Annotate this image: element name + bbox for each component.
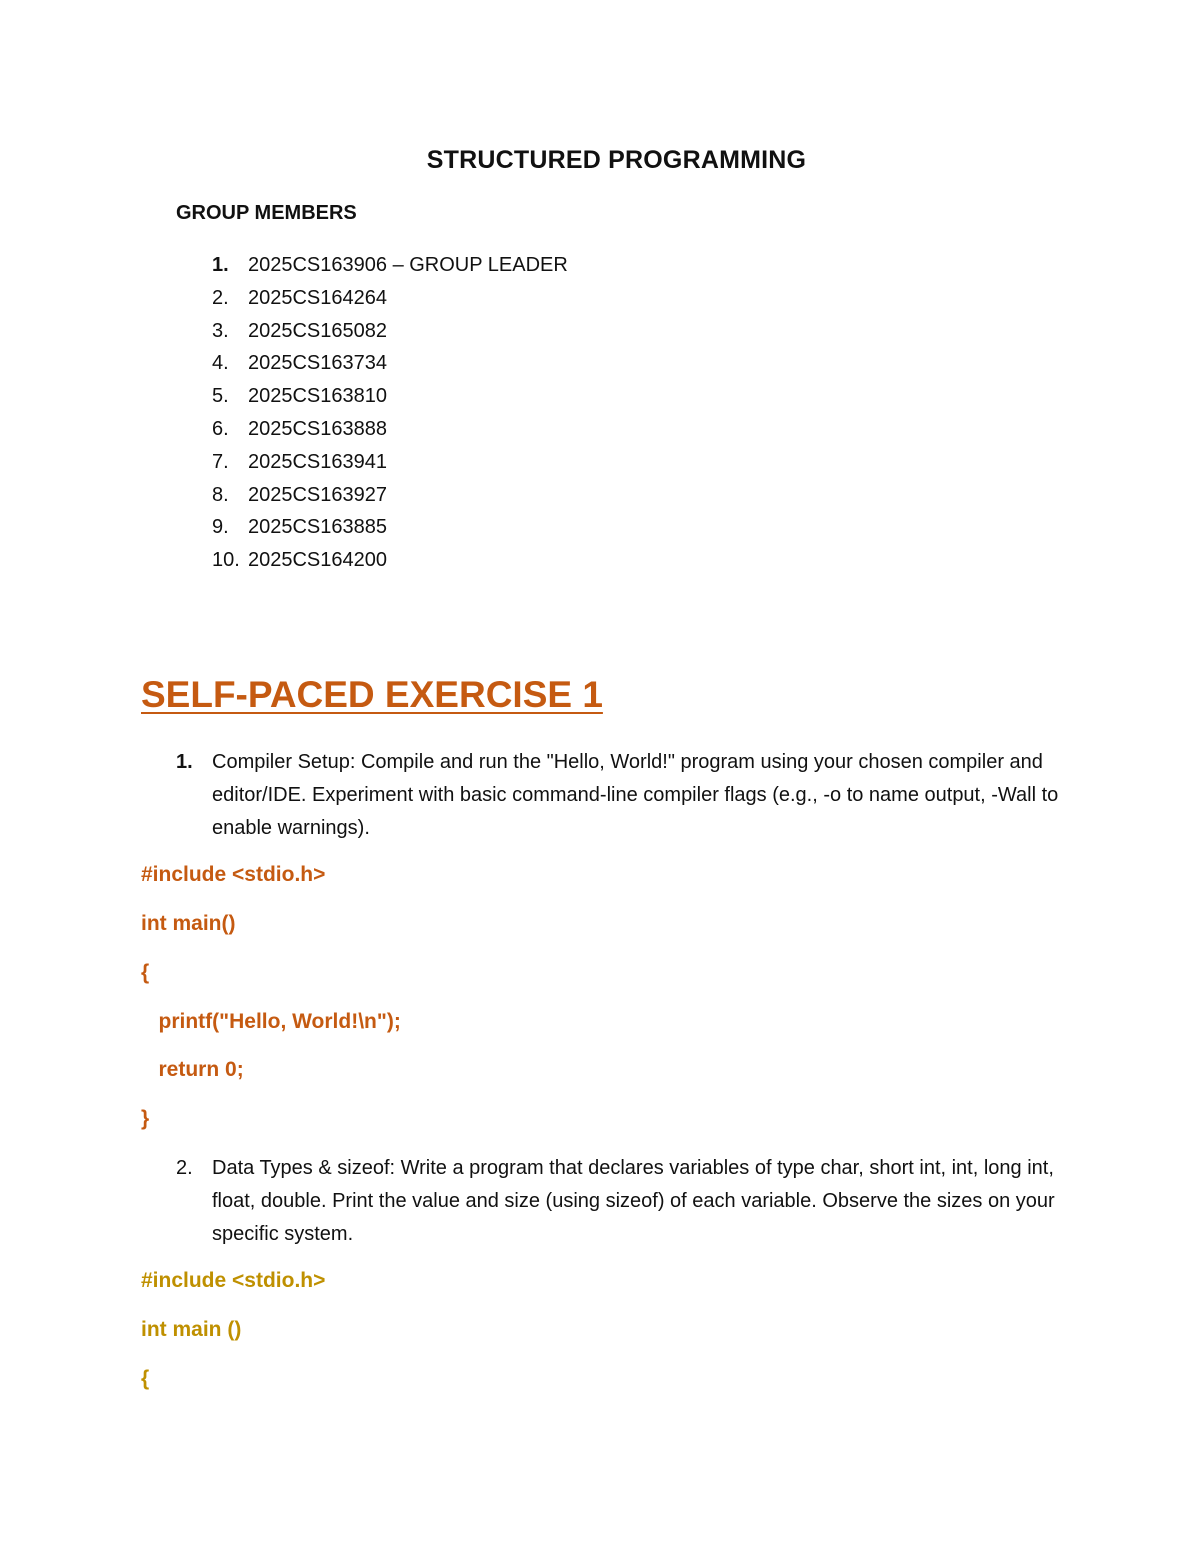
list-item-value: 2025CS163734 xyxy=(248,352,388,375)
code-line: return 0; xyxy=(141,1058,244,1081)
question-number: 2. xyxy=(176,1157,193,1179)
list-item-number: 3. xyxy=(212,319,229,342)
list-item-number: 10. xyxy=(212,549,240,572)
code-line: int main() xyxy=(141,912,236,935)
code-line: #include <stdio.h> xyxy=(141,863,326,886)
code-line: printf("Hello, World!\n"); xyxy=(141,1010,401,1033)
list-item-number: 7. xyxy=(212,450,229,473)
question-text: Data Types & sizeof: Write a program that declares variables of type char, short int, int, long int, float, double. Print the value and size (using sizeof) of each variable. Observe the sizes on your specific system. xyxy=(212,1157,1055,1245)
document-title: STRUCTURED PROGRAMMING xyxy=(426,146,807,174)
list-item-value: 2025CS163885 xyxy=(248,516,388,539)
list-item-value: 2025CS164200 xyxy=(248,549,388,572)
list-item-number: 1. xyxy=(212,254,229,276)
code-line: } xyxy=(141,1107,150,1130)
code-line: { xyxy=(141,961,150,984)
code-line: #include <stdio.h> xyxy=(141,1269,326,1292)
list-item-number: 4. xyxy=(212,352,229,375)
list-item-number: 6. xyxy=(212,417,229,440)
question-text: Compiler Setup: Compile and run the "Hello, World!" program using your chosen compiler and editor/IDE. Experiment with basic command-line compiler flags (e.g., -o to name output, -Wall to enable warnings). xyxy=(212,751,1059,839)
list-item-number: 5. xyxy=(212,385,229,408)
code-line: int main () xyxy=(141,1318,242,1341)
section-heading: SELF-PACED EXERCISE 1 xyxy=(141,674,603,715)
list-item-value: 2025CS163941 xyxy=(248,450,388,473)
question-number: 1. xyxy=(176,751,193,773)
list-item-number: 2. xyxy=(212,286,229,309)
list-item-value: 2025CS163906 – GROUP LEADER xyxy=(248,254,568,276)
list-item-value: 2025CS163888 xyxy=(248,417,388,440)
list-item-value: 2025CS163927 xyxy=(248,483,388,506)
list-item-value: 2025CS163810 xyxy=(248,385,388,408)
list-item-value: 2025CS165082 xyxy=(248,319,388,342)
code-line: { xyxy=(141,1367,150,1390)
list-item-value: 2025CS164264 xyxy=(248,286,388,309)
list-item-number: 8. xyxy=(212,483,229,506)
group-members-heading: GROUP MEMBERS xyxy=(176,202,357,224)
list-item-number: 9. xyxy=(212,516,229,539)
